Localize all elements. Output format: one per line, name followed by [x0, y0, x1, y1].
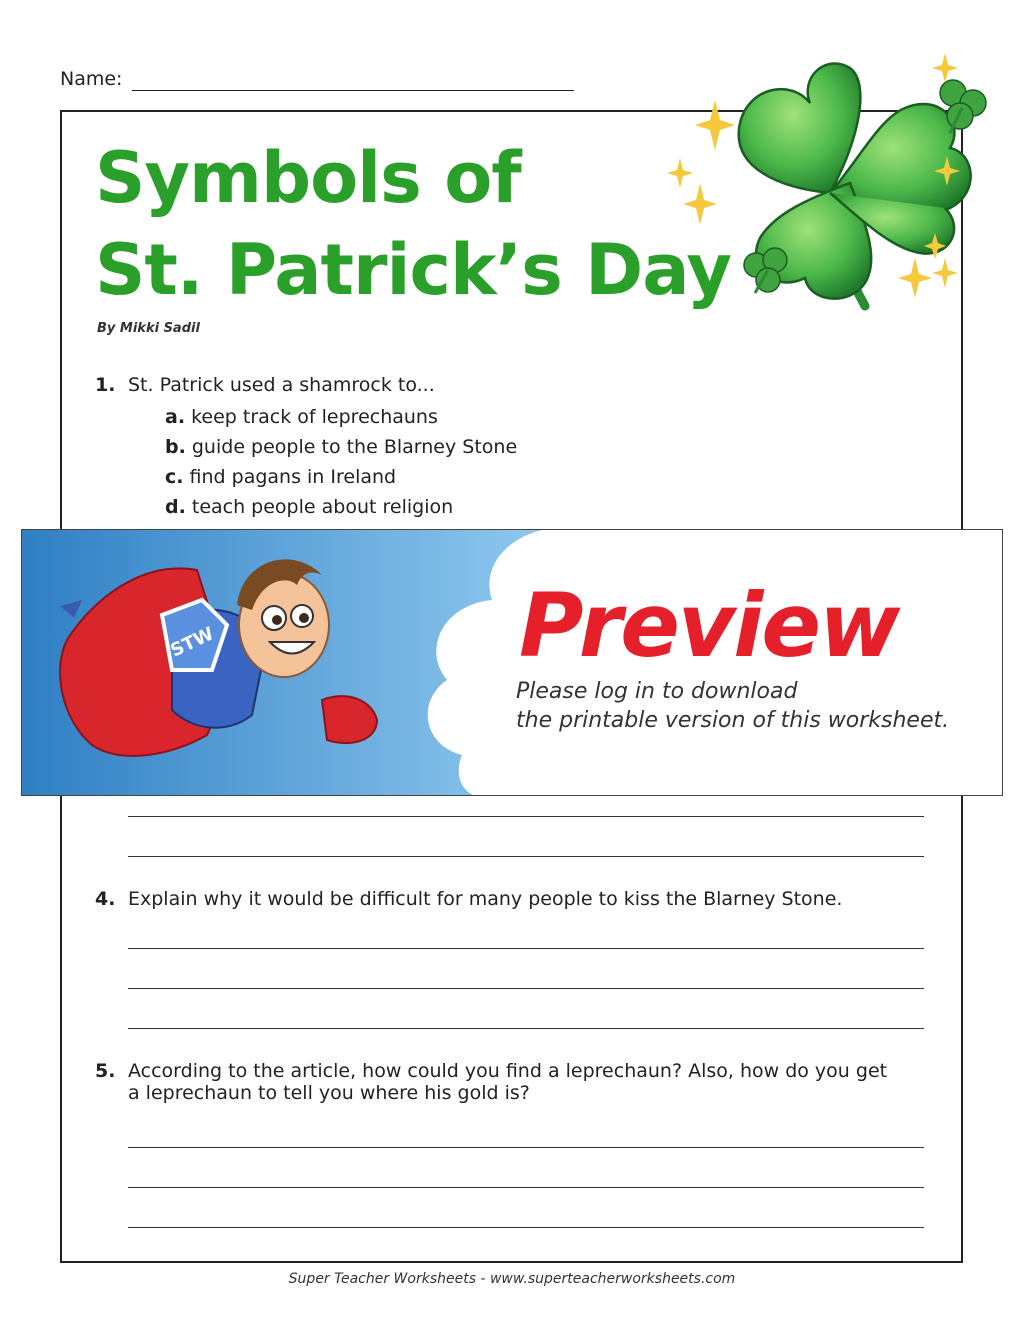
answer-line[interactable] [128, 1028, 924, 1029]
question-number: 1. [95, 374, 116, 396]
question-number: 5. [95, 1060, 116, 1082]
name-input-line[interactable] [132, 90, 574, 91]
option-b[interactable] [165, 436, 517, 458]
preview-banner[interactable] [21, 529, 1003, 796]
answer-line[interactable] [128, 1187, 924, 1188]
title-line-2: St. Patrick’s Day [95, 229, 731, 311]
answer-line[interactable] [128, 816, 924, 817]
answer-line[interactable] [128, 948, 924, 949]
preview-title: Preview [519, 574, 899, 677]
preview-message-line-2: the printable version of this worksheet. [516, 708, 950, 733]
question-text [128, 1060, 887, 1104]
question-1 [95, 374, 435, 396]
question-4 [95, 888, 842, 910]
shamrock-icon [660, 48, 1000, 318]
option-letter: d. [165, 496, 186, 518]
option-letter: c. [165, 466, 184, 488]
option-letter: b. [165, 436, 186, 458]
answer-line[interactable] [128, 1147, 924, 1148]
question-number: 4. [95, 888, 116, 910]
option-text: keep track of leprechauns [191, 406, 438, 428]
answer-line[interactable] [128, 988, 924, 989]
option-text: find pagans in Ireland [189, 466, 397, 488]
author-byline: By Mikki Sadil [97, 321, 200, 336]
question-text-line-1: According to the article, how could you find a leprechaun? Also, how do you get [128, 1060, 888, 1082]
option-text: guide people to the Blarney Stone [191, 436, 518, 458]
question-5 [95, 1060, 887, 1104]
option-letter: a. [165, 406, 186, 428]
preview-message [516, 677, 949, 735]
question-text: St. Patrick used a shamrock to... [128, 374, 435, 396]
answer-line[interactable] [128, 856, 924, 857]
worksheet-title [95, 132, 731, 316]
footer-credit: Super Teacher Worksheets - www.superteacherworksheets.com [288, 1271, 736, 1287]
shield-text: STW [167, 623, 218, 662]
option-text: teach people about religion [191, 496, 454, 518]
question-text: Explain why it would be difficult for many people to kiss the Blarney Stone. [128, 888, 843, 910]
name-label: Name: [60, 68, 123, 90]
option-d[interactable] [165, 496, 453, 518]
title-line-1: Symbols of [95, 137, 521, 219]
answer-line[interactable] [128, 1227, 924, 1228]
question-text-line-2: a leprechaun to tell you where his gold is? [128, 1082, 530, 1104]
option-a[interactable] [165, 406, 438, 428]
preview-message-line-1: Please log in to download [516, 679, 798, 704]
option-c[interactable] [165, 466, 396, 488]
